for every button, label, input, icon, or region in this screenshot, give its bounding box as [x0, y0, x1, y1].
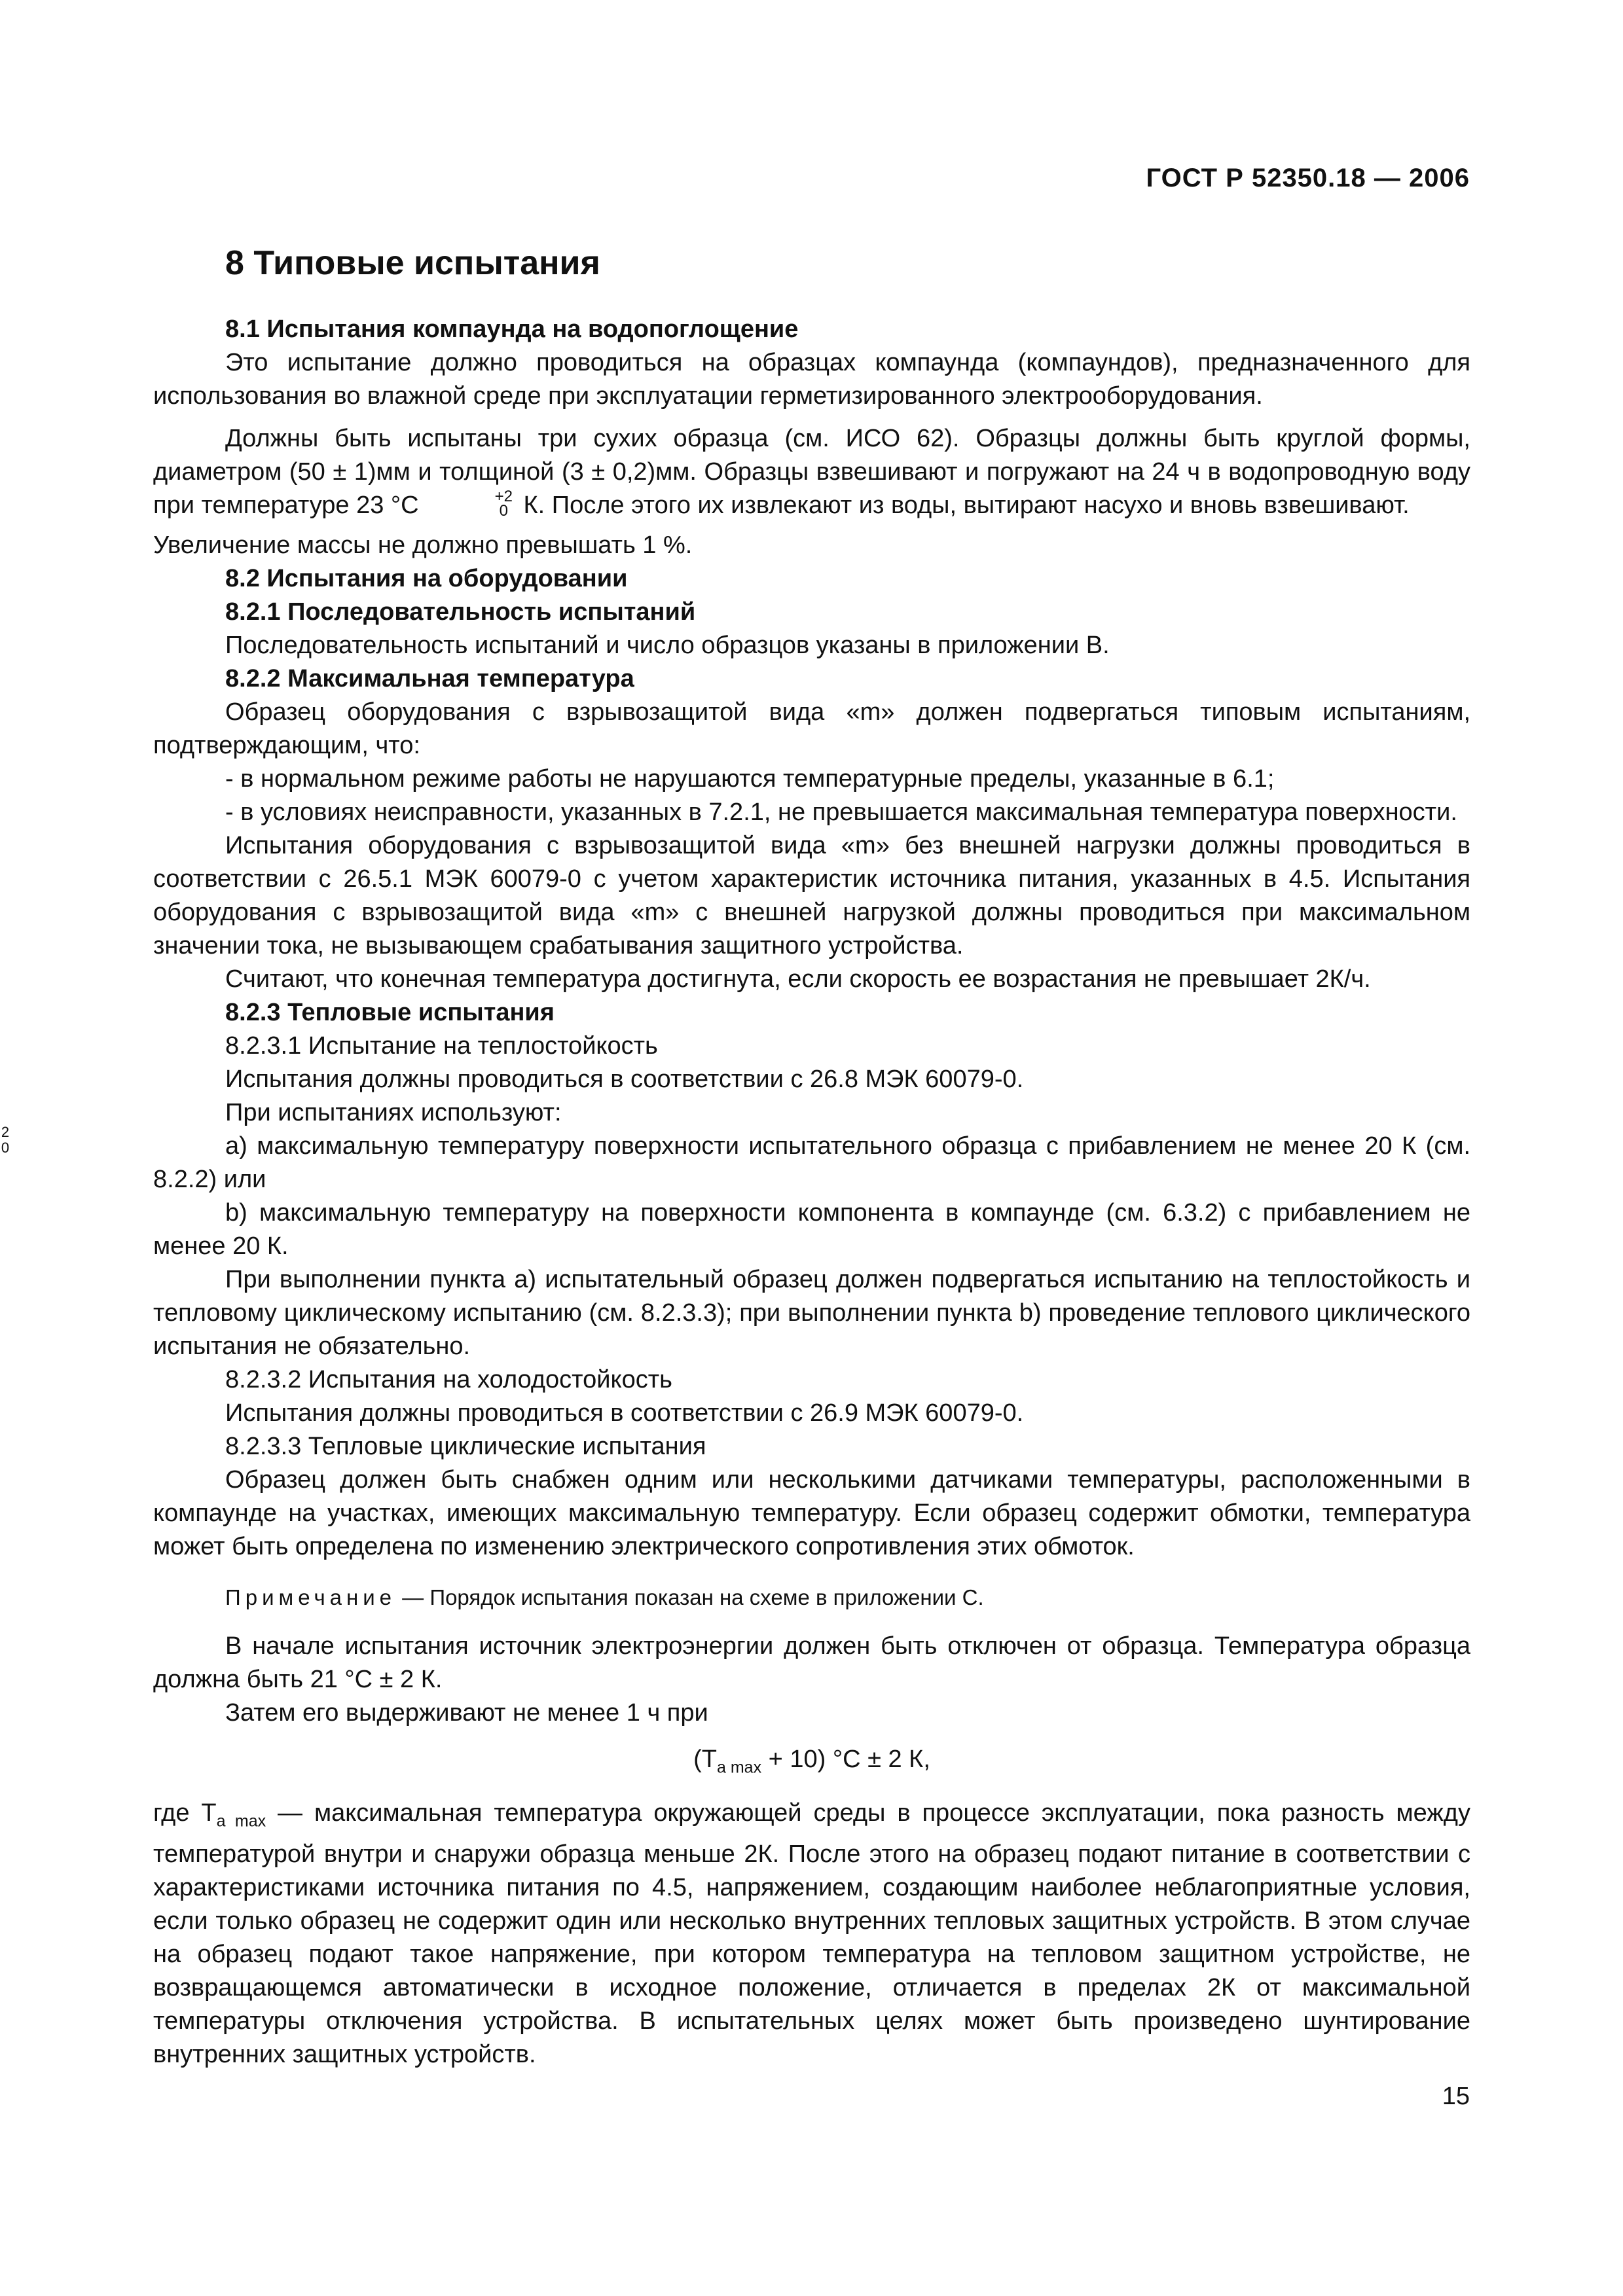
paragraph: Это испытание должно проводиться на образцах компаунда (компаундов), предназначенного для использования во влажной среде при эксплуатации герметизированного электрооборудования. [153, 349, 1470, 410]
paragraph: Образец оборудования с взрывозащитой вида «m» должен подвергаться типовым испытаниям, подтверждающим, что: [153, 698, 1470, 759]
subsection-heading: 8.2.2 Максимальная температура [225, 665, 634, 692]
paragraph: 8.2.3.2 Испытания на холодостойкость [225, 1366, 672, 1393]
paragraph: Испытания оборудования с взрывозащитой вида «m» без внешней нагрузки должны проводиться в соответствии с 26.5.1 МЭК 60079-0 с учетом характеристик источника питания, указанных в 4.5. Испытания оборудования с взрывозащитой вида «m» с внешней нагрузкой должны проводиться при максимальном значении тока, не вызывающем срабатывания защитного устройства. [153, 832, 1470, 960]
paragraph: 8.2.3.3 Тепловые циклические испытания [225, 1433, 706, 1460]
formula: $(T_{a max} + 10) ^\circ С \pm 2$ К, [693, 1746, 930, 1777]
paragraph: При испытаниях используют: [225, 1099, 562, 1126]
page-number: 15 [1442, 2083, 1470, 2110]
paragraph: Должны быть испытаны три сухих образца (см. ИСО 62). Образцы должны быть круглой формы, диаметром (50 ± 1)мм и толщиной (3 ± 0,2)мм. Образцы взвешивают и погружают на 24 ч в водопроводную воду при температуре 23 °С +2 0 К. После этого их извлекают из воды, вытирают насухо и вновь взвешивают. [153, 425, 1470, 520]
subsection-heading: 8.2 Испытания на оборудовании [225, 565, 628, 592]
note: Примечание — Порядок испытания показан на схеме в приложении С. [225, 1585, 984, 1609]
tolerance: +2 0 [494, 487, 513, 520]
paragraph: При выполнении пункта а) испытательный образец должен подвергаться испытанию на теплостойкость и тепловому циклическому испытанию (см. 8.2.3.3); при выполнении пункта b) проведение теплового циклического испытания не обязательно. [153, 1266, 1470, 1360]
paragraph: Затем его выдерживают не менее 1 ч при [225, 1699, 708, 1727]
paragraph: Испытания должны проводиться в соответствии с 26.8 МЭК 60079-0. [225, 1066, 1024, 1093]
list-item: - в условиях неисправности, указанных в 7.2.1, не превышается максимальная температура поверхности. [225, 798, 1457, 826]
paragraph: Образец должен быть снабжен одним или несколькими датчиками температуры, расположенными в компаунде на участках, имеющих максимальную температуру. Если образец содержит обмотки, температура может быть определена по изменению электрического сопротивления этих обмоток. [153, 1466, 1470, 1560]
paragraph: В начале испытания источник электроэнергии должен быть отключен от образца. Температура образца должна быть 21 °С ± 2 К. [153, 1632, 1470, 1693]
list-item: а) максимальную температуру поверхности испытательного образца с прибавлением не менее 20 К (см. 8.2.2) или [153, 1132, 1470, 1193]
paragraph: Последовательность испытаний и число образцов указаны в приложении В. [225, 632, 1110, 659]
subsection-heading: 8.2.3 Тепловые испытания [225, 999, 555, 1026]
list-item: - в нормальном режиме работы не нарушаются температурные пределы, указанные в 6.1; [225, 765, 1275, 793]
side-margin-mark: 2 0 [1, 1124, 10, 1156]
section-title: 8 Типовые испытания [225, 244, 600, 282]
standard-header: ГОСТ Р 52350.18 — 2006 [1146, 164, 1470, 192]
subsection-heading: 8.1 Испытания компаунда на водопоглощение [225, 315, 799, 343]
paragraph: 8.2.3.1 Испытание на теплостойкость [225, 1032, 658, 1060]
paragraph: Увеличение массы не должно превышать 1 %. [153, 531, 693, 559]
document-body [153, 313, 1470, 2072]
paragraph: где $T_{a max}$ — максимальная температура окружающей среды в процессе эксплуатации, пока разность между температурой внутри и снаружи образца меньше 2К. После этого на образец подают питание в соответствии с характеристиками источника питания по 4.5, напряжением, создающим наиболее неблагоприятные условия, если только образец не содержит один или несколько внутренних тепловых защитных устройств. В этом случае на образец подают такое напряжение, при котором температура на тепловом защитном устройстве, не возвращающемся автоматически в исходное положение, отличается в пределах 2К от максимальной температуры отключения устройства. В испытательных целях может быть произведено шунтирование внутренних защитных устройств. [153, 1799, 1470, 2069]
paragraph: Считают, что конечная температура достигнута, если скорость ее возрастания не превышает 2К/ч. [225, 965, 1371, 993]
list-item: b) максимальную температуру на поверхности компонента в компаунде (см. 6.3.2) с прибавлением не менее 20 К. [153, 1199, 1470, 1260]
subsection-heading: 8.2.1 Последовательность испытаний [225, 598, 696, 626]
paragraph: Испытания должны проводиться в соответствии с 26.9 МЭК 60079-0. [225, 1399, 1024, 1427]
